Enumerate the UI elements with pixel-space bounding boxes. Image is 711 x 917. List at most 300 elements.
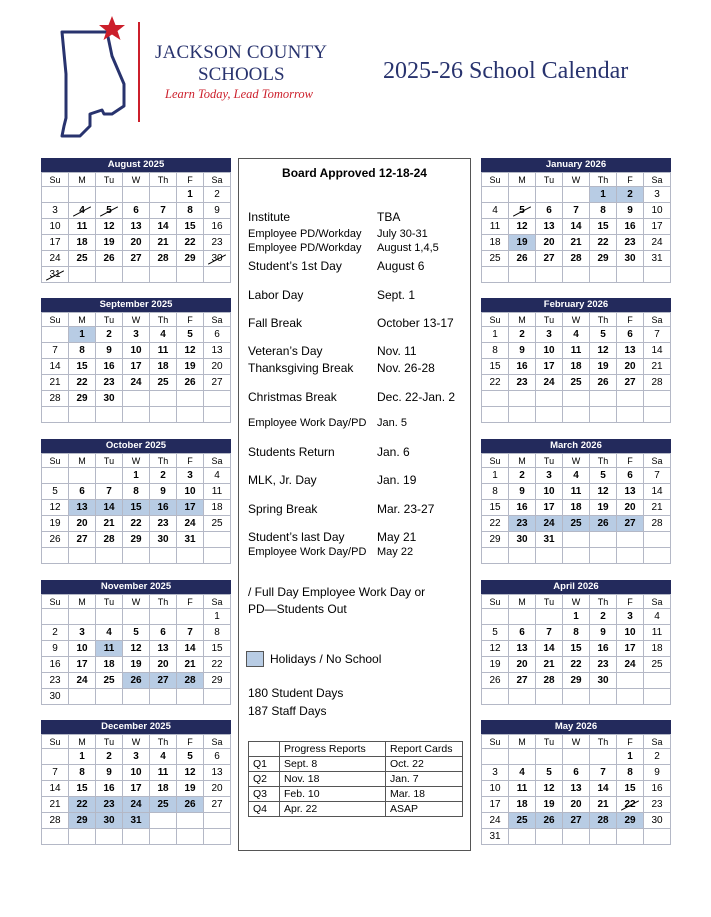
event-label: Fall Break (248, 316, 303, 330)
event-label: Employee PD/Workday (248, 228, 362, 240)
quarter-cell: Q3 (249, 787, 280, 802)
day-cell: 30 (509, 532, 536, 548)
empty-day-cell (123, 829, 150, 845)
day-cell: 3 (617, 609, 644, 625)
month-grid (481, 594, 671, 705)
day-cell: 6 (204, 749, 231, 765)
weekday-header-row (482, 173, 671, 187)
day-cell: 5 (177, 327, 204, 343)
weekday-label: W (563, 454, 590, 468)
weekday-label: Su (482, 735, 509, 749)
empty-day-cell (563, 532, 590, 548)
report-date-cell: Mar. 18 (386, 787, 463, 802)
day-cell: 14 (563, 219, 590, 235)
day-cell: 5 (590, 327, 617, 343)
day-cell: 17 (617, 641, 644, 657)
week-row (42, 765, 231, 781)
day-cell: 20 (536, 235, 563, 251)
weekday-label: Tu (536, 735, 563, 749)
weekday-label: W (123, 735, 150, 749)
empty-day-cell (482, 187, 509, 203)
empty-day-cell (69, 548, 96, 564)
day-cell: 30 (42, 689, 69, 705)
day-cell: 10 (123, 343, 150, 359)
day-cell: 26 (96, 251, 123, 267)
weekday-label: Tu (536, 595, 563, 609)
day-cell: 18 (150, 359, 177, 375)
day-cell: 24 (536, 375, 563, 391)
empty-day-cell (644, 267, 671, 283)
staff-days: 187 Staff Days (248, 704, 327, 718)
grading-header-row (249, 742, 463, 757)
day-cell: 15 (590, 219, 617, 235)
day-cell: 30 (590, 673, 617, 689)
weekday-label: Tu (96, 735, 123, 749)
day-cell: 26 (536, 813, 563, 829)
day-cell: 20 (69, 516, 96, 532)
day-cell: 19 (96, 235, 123, 251)
event-date: Dec. 22-Jan. 2 (377, 390, 456, 404)
day-cell: 8 (482, 484, 509, 500)
day-cell: 17 (644, 219, 671, 235)
day-cell: 16 (150, 500, 177, 516)
weekday-label: M (509, 735, 536, 749)
empty-day-cell (96, 468, 123, 484)
empty-day-cell (42, 609, 69, 625)
weekday-label: Tu (96, 173, 123, 187)
weekday-label: Sa (204, 595, 231, 609)
day-cell: 30 (204, 251, 231, 267)
event-date: TBA (377, 210, 401, 224)
day-cell: 11 (150, 765, 177, 781)
day-cell: 12 (96, 219, 123, 235)
empty-day-cell (96, 187, 123, 203)
empty-day-cell (204, 548, 231, 564)
day-cell: 19 (42, 516, 69, 532)
event-label: MLK, Jr. Day (248, 473, 317, 487)
day-cell: 13 (69, 500, 96, 516)
week-row (482, 327, 671, 343)
month-grid (41, 734, 231, 845)
month-grid (41, 594, 231, 705)
week-row (42, 187, 231, 203)
day-cell: 12 (482, 641, 509, 657)
day-cell: 14 (644, 343, 671, 359)
weekday-label: M (509, 595, 536, 609)
week-row (482, 203, 671, 219)
day-cell: 28 (42, 813, 69, 829)
day-cell: 13 (509, 641, 536, 657)
day-cell: 13 (617, 484, 644, 500)
empty-day-cell (563, 749, 590, 765)
event-label: Thanksgiving Break (248, 361, 354, 375)
day-cell: 25 (509, 813, 536, 829)
day-cell: 6 (150, 625, 177, 641)
day-cell: 10 (69, 641, 96, 657)
day-cell: 14 (150, 219, 177, 235)
empty-day-cell (644, 532, 671, 548)
empty-day-cell (177, 609, 204, 625)
month-grid (41, 312, 231, 423)
week-row (42, 625, 231, 641)
day-cell: 22 (123, 516, 150, 532)
day-cell: 20 (123, 235, 150, 251)
day-cell: 4 (482, 203, 509, 219)
empty-day-cell (150, 391, 177, 407)
weekday-label: Sa (644, 173, 671, 187)
empty-day-cell (150, 689, 177, 705)
report-date-cell: ASAP (386, 802, 463, 817)
day-cell: 20 (617, 500, 644, 516)
day-cell: 8 (123, 484, 150, 500)
grading-row (249, 757, 463, 772)
day-cell: 29 (69, 813, 96, 829)
weekday-header-row (42, 173, 231, 187)
month-calendar (481, 580, 671, 705)
day-cell: 5 (590, 468, 617, 484)
empty-day-cell (563, 407, 590, 423)
month-calendar (481, 720, 671, 845)
empty-day-cell (563, 829, 590, 845)
weekday-label: Sa (204, 735, 231, 749)
week-row (42, 548, 231, 564)
empty-day-cell (509, 689, 536, 705)
empty-day-cell (123, 689, 150, 705)
day-cell: 31 (42, 267, 69, 283)
empty-day-cell (150, 407, 177, 423)
day-cell: 29 (563, 673, 590, 689)
day-cell: 5 (96, 203, 123, 219)
weekday-label: Su (42, 173, 69, 187)
empty-day-cell (177, 829, 204, 845)
day-cell: 12 (177, 765, 204, 781)
day-cell: 21 (42, 375, 69, 391)
month-title: March 2026 (481, 439, 671, 453)
empty-day-cell (590, 749, 617, 765)
empty-day-cell (204, 689, 231, 705)
empty-day-cell (150, 548, 177, 564)
day-cell: 15 (563, 641, 590, 657)
empty-day-cell (617, 407, 644, 423)
empty-day-cell (204, 829, 231, 845)
empty-day-cell (69, 468, 96, 484)
day-cell: 7 (536, 625, 563, 641)
day-cell: 5 (536, 765, 563, 781)
empty-day-cell (69, 689, 96, 705)
day-cell: 22 (590, 235, 617, 251)
month-grid (41, 453, 231, 564)
week-row (482, 797, 671, 813)
week-row (42, 267, 231, 283)
event-label: Institute (248, 210, 291, 224)
report-date-cell: Jan. 7 (386, 772, 463, 787)
day-cell: 1 (123, 468, 150, 484)
empty-day-cell (123, 187, 150, 203)
weekday-label: Sa (644, 454, 671, 468)
grading-periods-table (248, 741, 463, 817)
day-cell: 14 (96, 500, 123, 516)
day-cell: 8 (204, 625, 231, 641)
weekday-label: Su (42, 735, 69, 749)
day-cell: 11 (150, 343, 177, 359)
week-row (42, 500, 231, 516)
day-cell: 4 (69, 203, 96, 219)
weekday-label: W (563, 735, 590, 749)
empty-day-cell (204, 407, 231, 423)
day-cell: 7 (42, 343, 69, 359)
week-row (42, 829, 231, 845)
empty-day-cell (123, 407, 150, 423)
weekday-label: M (509, 173, 536, 187)
month-title: May 2026 (481, 720, 671, 734)
empty-day-cell (123, 267, 150, 283)
day-cell: 28 (150, 251, 177, 267)
day-cell: 9 (617, 203, 644, 219)
day-cell: 21 (536, 657, 563, 673)
day-cell: 13 (150, 641, 177, 657)
day-cell: 18 (482, 235, 509, 251)
page-title: 2025-26 School Calendar (383, 58, 629, 84)
day-cell: 7 (42, 765, 69, 781)
day-cell: 4 (96, 625, 123, 641)
empty-day-cell (590, 407, 617, 423)
day-cell: 28 (42, 391, 69, 407)
empty-day-cell (563, 267, 590, 283)
day-cell: 13 (563, 781, 590, 797)
weekday-label: Tu (96, 313, 123, 327)
empty-day-cell (509, 267, 536, 283)
day-cell: 15 (482, 500, 509, 516)
event-date: July 30-31 (377, 228, 428, 240)
day-cell: 20 (563, 797, 590, 813)
day-cell: 30 (644, 813, 671, 829)
event-label: Labor Day (248, 288, 304, 302)
quarter-cell: Q2 (249, 772, 280, 787)
empty-day-cell (150, 829, 177, 845)
day-cell: 22 (617, 797, 644, 813)
org-name-line1: JACKSON COUNTY (155, 42, 328, 63)
day-cell: 23 (96, 375, 123, 391)
empty-day-cell (509, 548, 536, 564)
day-cell: 1 (69, 327, 96, 343)
day-cell: 4 (563, 327, 590, 343)
day-cell: 3 (536, 468, 563, 484)
week-row (482, 267, 671, 283)
empty-day-cell (42, 187, 69, 203)
month-calendar (41, 720, 231, 845)
day-cell: 24 (123, 375, 150, 391)
week-row (482, 765, 671, 781)
day-cell: 27 (69, 532, 96, 548)
empty-day-cell (563, 391, 590, 407)
day-cell: 24 (42, 251, 69, 267)
empty-day-cell (590, 829, 617, 845)
week-row (482, 187, 671, 203)
day-cell: 21 (563, 235, 590, 251)
empty-day-cell (617, 673, 644, 689)
weekday-label: F (617, 313, 644, 327)
day-cell: 2 (42, 625, 69, 641)
weekday-label: Tu (536, 454, 563, 468)
day-cell: 19 (590, 359, 617, 375)
empty-day-cell (150, 267, 177, 283)
org-name-line2: SCHOOLS (198, 64, 285, 85)
weekday-label: Tu (96, 595, 123, 609)
day-cell: 21 (644, 500, 671, 516)
day-cell: 25 (563, 516, 590, 532)
weekday-label: F (177, 454, 204, 468)
day-cell: 17 (123, 359, 150, 375)
day-cell: 17 (536, 359, 563, 375)
empty-day-cell (590, 532, 617, 548)
empty-day-cell (536, 391, 563, 407)
weekday-label: Th (590, 173, 617, 187)
day-cell: 17 (482, 797, 509, 813)
weekday-label: F (177, 735, 204, 749)
empty-day-cell (536, 267, 563, 283)
day-cell: 18 (563, 359, 590, 375)
week-row (482, 813, 671, 829)
event-date: Nov. 26-28 (377, 361, 435, 375)
empty-day-cell (590, 548, 617, 564)
event-date: October 13-17 (377, 316, 454, 330)
week-row (482, 532, 671, 548)
day-cell: 8 (590, 203, 617, 219)
empty-day-cell (536, 187, 563, 203)
week-row (42, 484, 231, 500)
weekday-label: W (123, 173, 150, 187)
empty-day-cell (177, 391, 204, 407)
day-cell: 15 (69, 359, 96, 375)
day-cell: 16 (617, 219, 644, 235)
weekday-label: F (177, 595, 204, 609)
weekday-label: M (69, 454, 96, 468)
day-cell: 1 (482, 468, 509, 484)
month-calendar (41, 580, 231, 705)
day-cell: 9 (42, 641, 69, 657)
empty-day-cell (536, 689, 563, 705)
weekday-header-row (42, 595, 231, 609)
month-calendar (41, 439, 231, 564)
day-cell: 27 (204, 797, 231, 813)
week-row (482, 673, 671, 689)
day-cell: 4 (150, 327, 177, 343)
weekday-label: Su (482, 313, 509, 327)
weekday-label: Th (150, 454, 177, 468)
weekday-label: W (563, 595, 590, 609)
day-cell: 1 (563, 609, 590, 625)
day-cell: 31 (123, 813, 150, 829)
day-cell: 1 (590, 187, 617, 203)
day-cell: 6 (563, 765, 590, 781)
day-cell: 9 (204, 203, 231, 219)
empty-day-cell (69, 609, 96, 625)
day-cell: 26 (482, 673, 509, 689)
day-cell: 19 (177, 359, 204, 375)
empty-day-cell (96, 267, 123, 283)
empty-day-cell (204, 532, 231, 548)
empty-day-cell (482, 609, 509, 625)
day-cell: 14 (644, 484, 671, 500)
month-calendar (41, 158, 231, 283)
week-row (482, 689, 671, 705)
day-cell: 6 (617, 468, 644, 484)
weekday-label: F (617, 454, 644, 468)
day-cell: 26 (123, 673, 150, 689)
weekday-header-row (482, 595, 671, 609)
day-cell: 22 (69, 797, 96, 813)
week-row (482, 500, 671, 516)
slash-legend-line1: / Full Day Employee Work Day or (248, 585, 426, 599)
day-cell: 2 (96, 749, 123, 765)
day-cell: 17 (42, 235, 69, 251)
day-cell: 7 (150, 203, 177, 219)
day-cell: 28 (536, 673, 563, 689)
day-cell: 1 (69, 749, 96, 765)
empty-day-cell (96, 548, 123, 564)
empty-day-cell (42, 548, 69, 564)
week-row (42, 673, 231, 689)
empty-day-cell (204, 267, 231, 283)
day-cell: 2 (644, 749, 671, 765)
day-cell: 16 (96, 359, 123, 375)
day-cell: 21 (42, 797, 69, 813)
day-cell: 24 (69, 673, 96, 689)
day-cell: 1 (204, 609, 231, 625)
day-cell: 31 (536, 532, 563, 548)
empty-day-cell (590, 689, 617, 705)
day-cell: 16 (644, 781, 671, 797)
day-cell: 18 (96, 657, 123, 673)
day-cell: 11 (204, 484, 231, 500)
empty-day-cell (509, 749, 536, 765)
event-label: Employee PD/Workday (248, 242, 362, 254)
day-cell: 13 (123, 219, 150, 235)
day-cell: 24 (123, 797, 150, 813)
day-cell: 21 (177, 657, 204, 673)
weekday-header-row (482, 735, 671, 749)
empty-day-cell (644, 689, 671, 705)
week-row (42, 641, 231, 657)
weekday-label: M (69, 173, 96, 187)
week-row (482, 359, 671, 375)
weekday-label: W (123, 595, 150, 609)
day-cell: 30 (96, 813, 123, 829)
day-cell: 22 (563, 657, 590, 673)
day-cell: 21 (644, 359, 671, 375)
day-cell: 13 (536, 219, 563, 235)
week-row (482, 235, 671, 251)
week-row (42, 219, 231, 235)
week-row (482, 829, 671, 845)
day-cell: 29 (617, 813, 644, 829)
day-cell: 8 (563, 625, 590, 641)
day-cell: 18 (150, 781, 177, 797)
weekday-label: M (509, 454, 536, 468)
week-row (482, 548, 671, 564)
event-label: Student’s 1st Day (248, 259, 342, 273)
day-cell: 29 (204, 673, 231, 689)
weekday-label: Su (42, 595, 69, 609)
month-title: January 2026 (481, 158, 671, 172)
day-cell: 18 (69, 235, 96, 251)
weekday-label: F (617, 735, 644, 749)
weekday-label: Tu (536, 173, 563, 187)
empty-day-cell (509, 829, 536, 845)
empty-day-cell (69, 267, 96, 283)
week-row (42, 813, 231, 829)
weekday-header-row (42, 735, 231, 749)
